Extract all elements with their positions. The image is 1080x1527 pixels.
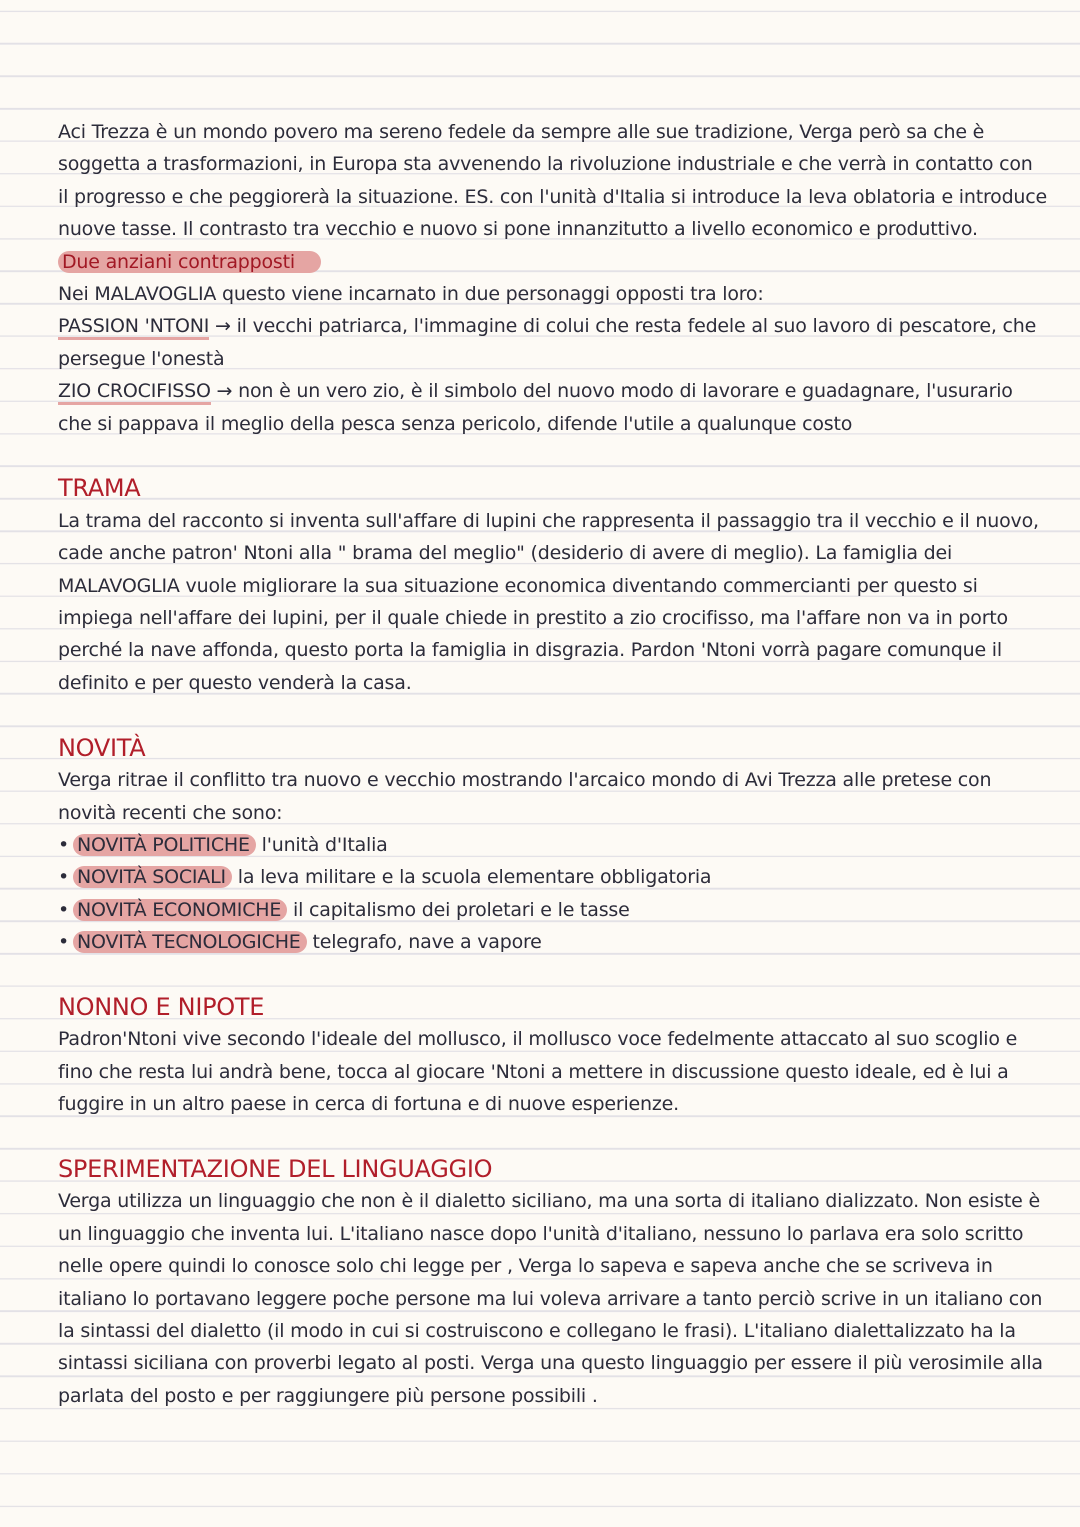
char2-text: → non è un vero zio, è il simbolo del nuovo modo di lavorare e guadagnare, l'usurario che si pappava il meglio della pesca senza pericolo, difende l'utile a qualunque costo	[58, 380, 1013, 435]
novita-label: NOVITÀ POLITICHE	[73, 834, 256, 856]
character-zio-crocifisso	[58, 375, 1048, 440]
linguaggio-paragraph: Verga utilizza un linguaggio che non è il dialetto siciliano, ma una sorta di italiano dializzato. Non esiste è un linguaggio che inventa lui. L'italiano nasce dopo l'unità d'italiano, nessuno lo parlava era solo scritto nelle opere quindi lo conosce solo chi legge per , Verga lo sapeva e sapeva anche che se scriveva in italiano lo portavano leggere poche persone ma lui voleva arrivare a tanto perciò scrive in un italiano con la sintassi del dialetto (il modo in cui si costruiscono e collegano le frasi). L'italiano dialettalizzato ha la sintassi siciliana con proverbi legato al posti. Verga una questo linguaggio per essere il più verosimile alla parlata del posto e per raggiungere più persone possibili .	[58, 1190, 1043, 1407]
notes-page	[58, 116, 1048, 1412]
trama-paragraph: La trama del racconto si inventa sull'affare di lupini che rappresenta il passaggio tra il vecchio e il nuovo, cade anche patron' Ntoni alla " brama del meglio" (desiderio di avere di meglio). La famiglia dei MALAVOGLIA vuole migliorare la sua situazione economica diventando commercianti per questo si impiega nell'affare dei lupini, per il quale chiede in prestito a zio crocifisso, ma l'affare non va in porto perché la nave affonda, questo porta la famiglia in disgrazia. Pardon 'Ntoni vorrà pagare comunque il definito e per questo venderà la casa.	[58, 509, 1039, 694]
highlight-line	[58, 246, 1048, 278]
novita-label: NOVITÀ ECONOMICHE	[73, 899, 287, 921]
nonno-paragraph: Padron'Ntoni vive secondo l'ideale del mollusco, il mollusco voce fedelmente attaccato al suo scoglio e fino che resta lui andrà bene, tocca al giocare 'Ntoni a mettere in discussione questo ideale, ed è lui a fuggire in un altro paese in cerca di fortuna e di nuove esperienze.	[58, 1028, 1018, 1116]
char2-name: ZIO CROCIFISSO	[58, 380, 211, 405]
character-passion-ntoni	[58, 310, 1048, 375]
novita-label: NOVITÀ SOCIALI	[73, 866, 232, 888]
char1-text: → il vecchi patriarca, l'immagine di colui che resta fedele al suo lavoro di pescatore, che persegue l'onestà	[58, 315, 1037, 370]
novita-item-tecnologiche	[58, 926, 1048, 958]
heading-linguaggio: SPERIMENTAZIONE DEL LINGUAGGIO	[58, 1154, 493, 1183]
novita-item-politiche	[58, 829, 1048, 861]
char1-name: PASSION 'NTONI	[58, 315, 209, 340]
novita-label: NOVITÀ TECNOLOGICHE	[73, 931, 307, 953]
highlight-due-anziani: Due anziani contrapposti	[58, 251, 321, 273]
novita-item-sociali	[58, 861, 1048, 893]
novita-paragraph: Verga ritrae il conflitto tra nuovo e vecchio mostrando l'arcaico mondo di Avi Trezza alle pretese con novità recenti che sono:	[58, 769, 992, 824]
heading-nonno-nipote: NONNO E NIPOTE	[58, 992, 265, 1021]
novita-item-economiche	[58, 894, 1048, 926]
intro-paragraph: Aci Trezza è un mondo povero ma sereno fedele da sempre alle sue tradizione, Verga però sa che è soggetta a trasformazioni, in Europa sta avvenendo la rivoluzione industriale e che verrà in contatto con il progresso e che peggiorerà la situazione. ES. con l'unità d'Italia si introduce la leva oblatoria e introduce nuove tasse. Il contrasto tra vecchio e nuovo si pone innanzitutto a livello economico e produttivo.	[58, 121, 1048, 241]
characters-intro: Nei MALAVOGLIA questo viene incarnato in due personaggi opposti tra loro:	[58, 283, 764, 306]
novita-text: l'unità d'Italia	[255, 833, 388, 856]
novita-text: il capitalismo dei proletari e le tasse	[287, 898, 630, 921]
heading-novita: NOVITÀ	[58, 733, 146, 762]
novita-text: la leva militare e la scuola elementare obbligatoria	[231, 866, 712, 889]
heading-trama: TRAMA	[58, 474, 141, 503]
novita-text: telegrafo, nave a vapore	[306, 931, 542, 954]
